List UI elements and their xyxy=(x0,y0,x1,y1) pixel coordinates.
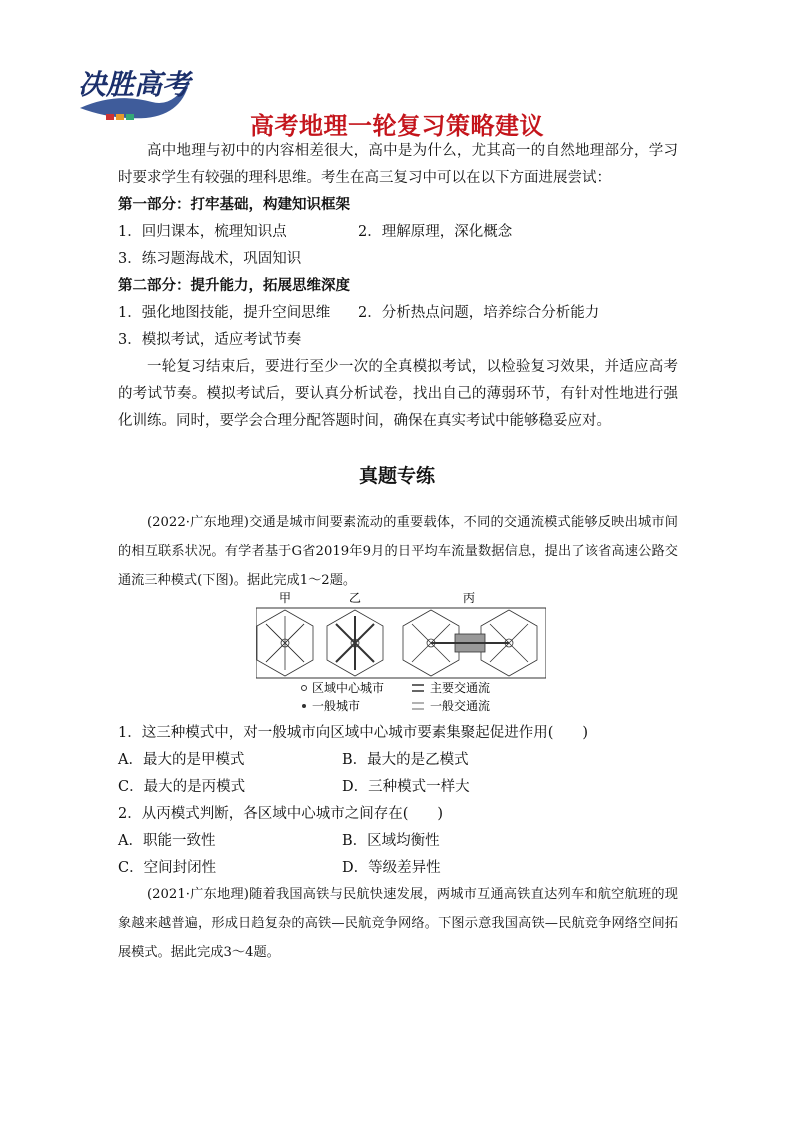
traffic-flow-figure xyxy=(256,588,546,716)
question-2-stem: 2．从丙模式判断，各区域中心城市之间存在( ) xyxy=(118,806,444,822)
pattern-bing xyxy=(403,610,537,676)
question-2-option-c[interactable]: C．空间封闭性 xyxy=(118,860,217,876)
question-intro-1: (2022·广东地理)交通是城市间要素流动的重要载体，不同的交通流模式能够反映出城市间的相互联系状况。有学者基于G省2019年9月的日平均车流量数据信息，提出了该省高速公路交通流三种模式(下图)。据此完成1～2题。 xyxy=(118,515,678,588)
part1-item-3: 3．练习题海战术，巩固知识 xyxy=(118,251,302,267)
question-1-stem: 1．这三种模式中，对一般城市向区域中心城市要素集聚起促进作用( ) xyxy=(118,725,589,741)
part2-item-2: 2．分析热点问题，培养综合分析能力 xyxy=(358,305,600,321)
part2-item-1: 1．强化地图技能，提升空间思维 xyxy=(118,305,331,321)
intro-paragraph: 高中地理与初中的内容相差很大，高中是为什么，尤其高一的自然地理部分，学习时要求学生有较强的理科思维。考生在高三复习中可以在以下方面进展尝试： xyxy=(118,143,678,186)
legend-general-flow: 一般交通流 xyxy=(430,699,491,713)
part2-heading: 第二部分：提升能力，拓展思维深度 xyxy=(118,277,350,294)
part1-heading: 第一部分：打牢基础，构建知识框架 xyxy=(118,196,350,213)
strategy-paragraph: 一轮复习结束后，要进行至少一次的全真模拟考试，以检验复习效果，并适应高考的考试节奏。模拟考试后，要认真分析试卷，找出自己的薄弱环节，有针对性地进行强化训练。同时，要学会合理分配答题时间，确保在真实考试中能够稳妥应对。 xyxy=(118,359,678,429)
legend-general-flow-marker xyxy=(412,703,424,709)
question-2-option-a[interactable]: A．职能一致性 xyxy=(118,833,216,849)
page-title: 高考地理一轮复习策略建议 xyxy=(250,112,544,140)
part1-item-1: 1．回归课本，梳理知识点 xyxy=(118,224,287,240)
legend-main-flow-marker xyxy=(412,685,424,691)
pattern-yi xyxy=(327,610,383,676)
question-1-option-c[interactable]: C．最大的是丙模式 xyxy=(118,779,246,795)
legend-center-city: 区域中心城市 xyxy=(312,681,385,695)
legend-general-city: 一般城市 xyxy=(312,699,361,713)
legend-main-flow: 主要交通流 xyxy=(430,681,491,695)
question-1-option-d[interactable]: D．三种模式一样大 xyxy=(342,779,470,795)
figure-label-bing: 丙 xyxy=(462,591,476,605)
question-2-option-b[interactable]: B．区域均衡性 xyxy=(342,833,440,849)
question-1-option-b[interactable]: B．最大的是乙模式 xyxy=(342,752,469,768)
question-1-option-a[interactable]: A．最大的是甲模式 xyxy=(118,752,245,768)
legend-general-city-marker xyxy=(302,704,306,708)
section-title: 真题专练 xyxy=(358,465,435,487)
figure-label-yi: 乙 xyxy=(348,591,362,605)
part1-item-2: 2．理解原理，深化概念 xyxy=(358,224,513,240)
figure-label-jia: 甲 xyxy=(278,591,292,605)
legend-center-city-marker xyxy=(302,686,307,691)
pattern-jia xyxy=(257,610,313,676)
part2-item-3: 3．模拟考试，适应考试节奏 xyxy=(118,332,302,348)
question-2-option-d[interactable]: D．等级差异性 xyxy=(342,860,441,876)
svg-text:决胜高考: 决胜高考 xyxy=(78,68,191,101)
question-intro-2: (2021·广东地理)随着我国高铁与民航快速发展，两城市互通高铁直达列车和航空航班的现象越来越普遍，形成日趋复杂的高铁—民航竞争网络。下图示意我国高铁—民航竞争网络空间拓展模式。据此完成3～4题。 xyxy=(118,887,678,960)
